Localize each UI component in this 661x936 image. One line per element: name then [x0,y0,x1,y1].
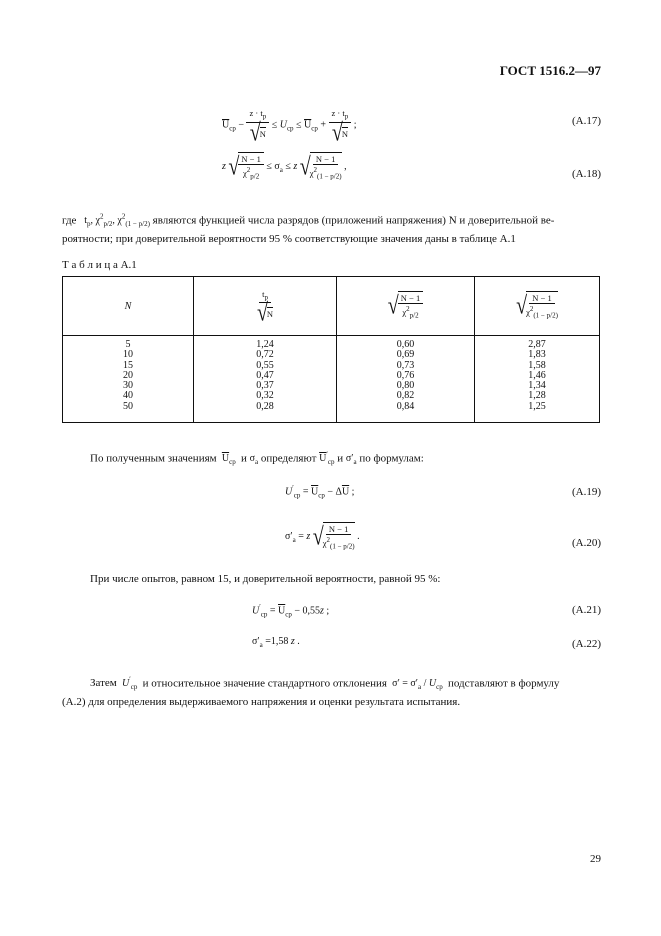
table-col-chi-p2: 0,60 0,69 0,73 0,76 0,80 0,82 0,84 [337,336,475,423]
formula-a18: z √ $\frac{N - 1}{\chi^2_{p/2}}$ ≤ $\sigma_a \le z$ √ $\frac{N - 1}{\chi^2_{(1 - p/2)}}$ , [222,153,347,181]
paragraph-variables-text: являются функцией числа разрядов (приложений напряжения) N и доверительной ве- [149,214,555,227]
table-col-tp: 1,24 0,72 0,55 0,47 0,37 0,32 0,28 [194,336,337,423]
table-header-n: N [63,277,194,336]
paragraph-trials: При числе опытов, равном 15, и доверительной вероятности, равной 95 %: [90,573,441,585]
formula-a19: $U'_{ср} = \overline{U}_{ср} - \Delta\overline{U}$ ; [285,484,355,500]
page-number: 29 [590,853,601,865]
equation-number-a22: (A.22) [571,638,601,650]
where-word: где [62,214,77,227]
formula-a22: $\sigma'_a =1,58$ z . [252,636,300,649]
table-header-chi-1p2: √ $\frac{N - 1}{\chi^2_{(1 - p/2)}}$ [475,277,600,336]
equation-number-a17: (A.17) [571,115,601,127]
table-col-n: 5 10 15 20 30 40 50 [63,336,194,423]
paragraph-variables [62,210,602,247]
formula-a17: $\overline{U}_{ср}$ − $z \cdot t_p$ √ N ≤ $U_{ср} \le \overline{U}_{ср}$ + $z \cdot t_p$ √ N ; [222,108,357,147]
equation-number-a19: (A.19) [571,486,601,498]
table-a1 [62,276,600,423]
paragraph-then: Затем $U'_{ср}$ и относительное значение стандартного отклонения $\sigma' = \sigma'_a / U_{ср}$ подставляют в формулу (А.2) для определения выдерживаемого напряжения и оценки результата испытания. [62,676,560,709]
formula-variables: $t_p$, $\chi^2_{p/2}$, $\chi^2_{(1 - p/2)}$ [79,213,150,229]
equation-number-a18: (A.18) [571,168,601,180]
paragraph-variables-text2: роятности; при доверительной вероятности 95 % соответствующие значения даны в таблице А.1 [62,233,516,246]
paragraph-obtained-values: По полученным значениям $\overline{U}_{ср}$ и $\sigma_a$ определяют $\overline{U}'_{ср}$ и $\sigma'_a$ по формулам: [90,451,424,467]
table-col-chi-1p2: 2,87 1,83 1,58 1,46 1,34 1,28 1,25 [475,336,600,423]
table-caption: Т а б л и ц а А.1 [62,259,137,271]
formula-a21: $U'_{ср} = \overline{U}_{ср} - 0,55z$ ; [252,603,330,619]
equation-number-a21: (A.21) [571,604,601,616]
document-header: ГОСТ 1516.2—97 [499,63,601,78]
formula-a20: $\sigma'_a = z$ √ $\frac{N - 1}{\chi^2_{(1 - p/2)}}$ . [285,523,360,551]
table-header-tp: $t_p$ √ N [194,277,337,336]
table-header-chi-p2: √ $\frac{N - 1}{\chi^2_{p/2}}$ [337,277,475,336]
equation-number-a20: (A.20) [571,537,601,549]
